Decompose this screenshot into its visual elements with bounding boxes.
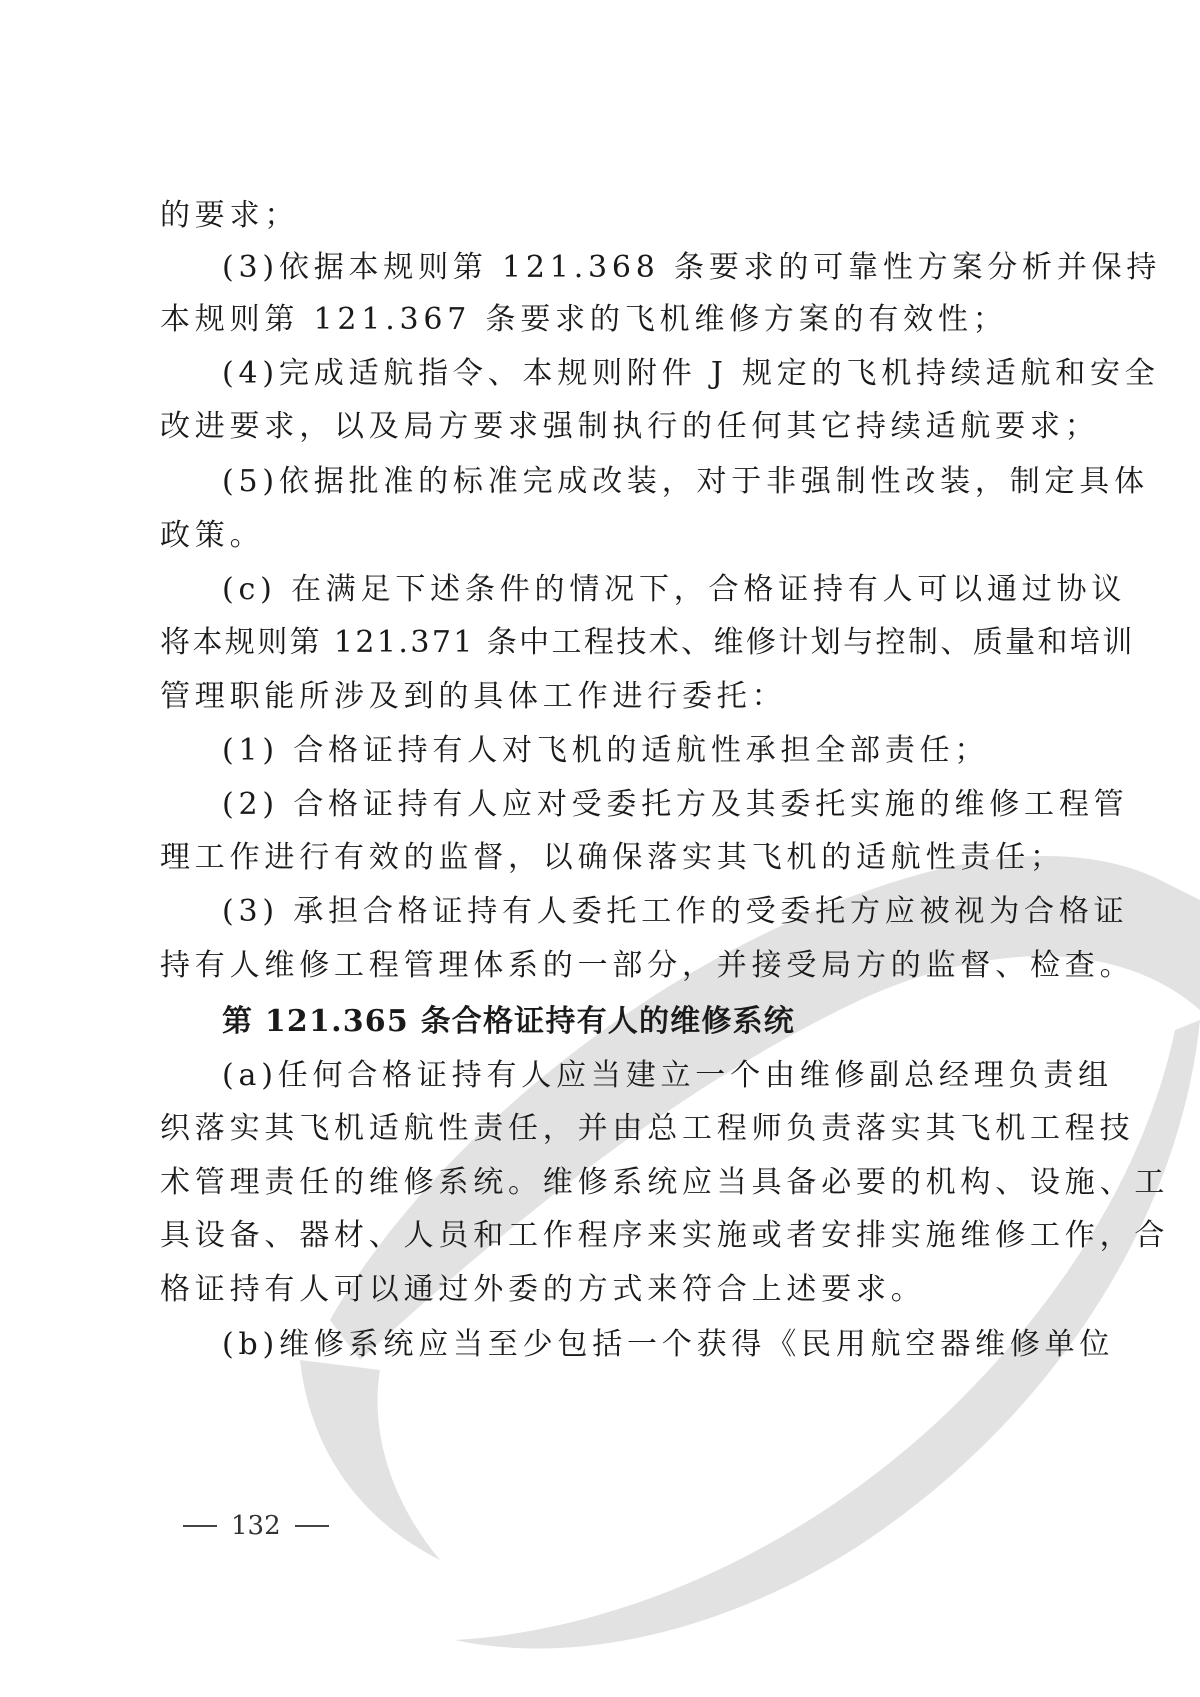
text-line: (c) 在满足下述条件的情况下，合格证持有人可以通过协议: [222, 572, 1127, 607]
text-line: (3)依据本规则第 121.368 条要求的可靠性方案分析并保持: [222, 250, 1162, 285]
text-line: (4)完成适航指令、本规则附件 J 规定的飞机持续适航和安全: [222, 356, 1160, 391]
text-line: (1) 合格证持有人对飞机的适航性承担全部责任；: [222, 733, 990, 768]
text-line: 的要求；: [160, 198, 300, 233]
text-line: 持有人维修工程管理体系的一部分，并接受局方的监督、检查。: [160, 948, 1135, 983]
dash-right: [295, 1525, 329, 1527]
text-line: 改进要求，以及局方要求强制执行的任何其它持续适航要求；: [160, 409, 1100, 444]
text-line: (2) 合格证持有人应对受委托方及其委托实施的维修工程管: [222, 787, 1129, 822]
text-line: 织落实其飞机适航性责任，并由总工程师负责落实其飞机工程技: [160, 1111, 1135, 1146]
text-line: 管理职能所涉及到的具体工作进行委托：: [160, 679, 787, 714]
page-number-value: 132: [231, 1511, 281, 1541]
text-line: 理工作进行有效的监督，以确保落实其飞机的适航性责任；: [160, 840, 1065, 875]
text-line: 政策。: [160, 518, 265, 553]
page-number: [183, 1508, 329, 1544]
text-line: (a)任何合格证持有人应当建立一个由维修副总经理负责组: [222, 1058, 1113, 1093]
dash-left: [183, 1525, 217, 1527]
text-line: (3) 承担合格证持有人委托工作的受委托方应被视为合格证: [222, 894, 1129, 929]
text-line: 术管理责任的维修系统。维修系统应当具备必要的机构、设施、工: [160, 1165, 1170, 1200]
text-line: 将本规则第 121.371 条中工程技术、维修计划与控制、质量和培训: [160, 625, 1135, 660]
text-line: (5)依据批准的标准完成改装，对于非强制性改装，制定具体: [222, 464, 1149, 499]
text-line: 格证持有人可以通过外委的方式来符合上述要求。: [160, 1272, 926, 1307]
text-line: 本规则第 121.367 条要求的飞机维修方案的有效性；: [160, 302, 1008, 337]
text-line: 具设备、器材、人员和工作程序来实施或者安排实施维修工作，合: [160, 1218, 1170, 1253]
section-heading: 第 121.365 条合格证持有人的维修系统: [222, 1004, 795, 1039]
text-line: (b)维修系统应当至少包括一个获得《民用航空器维修单位: [222, 1327, 1115, 1362]
